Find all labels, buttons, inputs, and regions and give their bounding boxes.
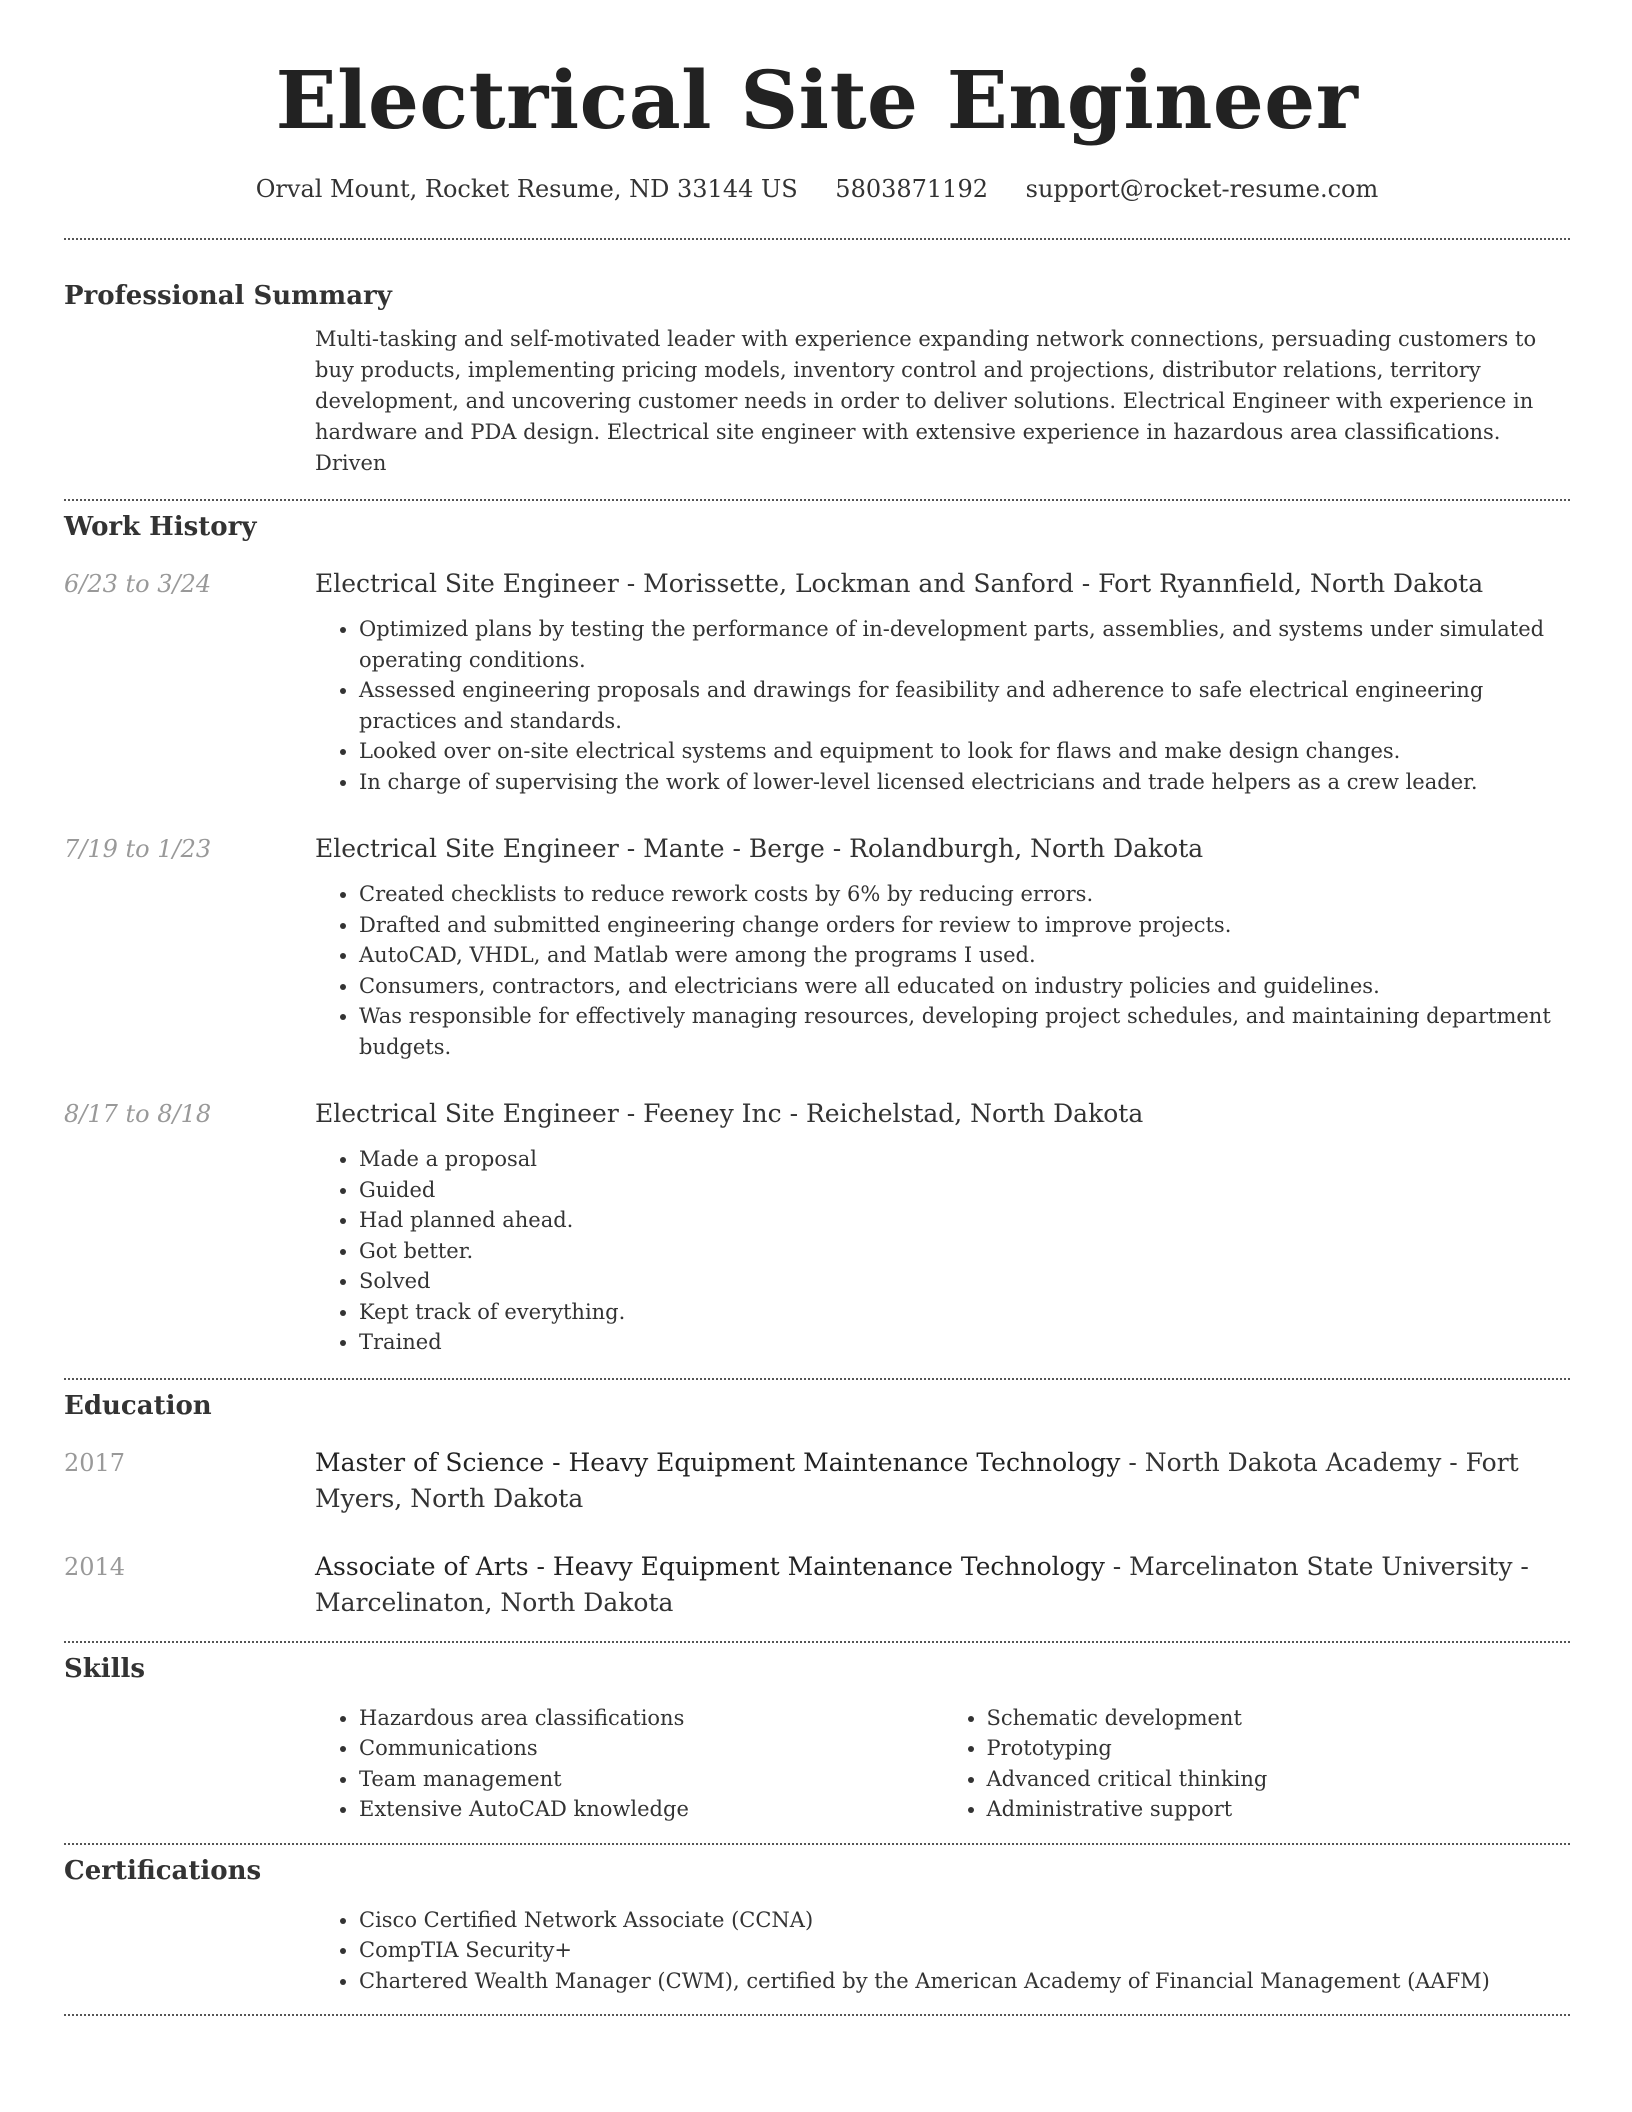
job-details xyxy=(315,566,1570,797)
list-item: • Administrative support xyxy=(987,1794,1571,1825)
list-item: • Was responsible for effectively managing resources, developing project schedules, and maintaining department budgets. xyxy=(359,1001,1570,1062)
job-entry xyxy=(64,566,1570,797)
education-year: 2014 xyxy=(64,1552,126,1581)
list-item: • Drafted and submitted engineering change orders for review to improve projects. xyxy=(359,910,1570,941)
list-item: • Extensive AutoCAD knowledge xyxy=(359,1794,943,1825)
job-bullets xyxy=(315,879,1570,1062)
education-entry xyxy=(64,1549,1570,1621)
job-dates: 6/23 to 3/24 xyxy=(64,570,212,598)
list-item: • AutoCAD, VHDL, and Matlab were among the programs I used. xyxy=(359,940,1570,971)
list-item: • Got better. xyxy=(359,1236,1570,1267)
summary-text: Multi-tasking and self-motivated leader with experience expanding network connections, persuading customers to buy products, implementing pricing models, inventory control and projections, distributor relations, territory development, and uncovering customer needs in order to deliver solutions. Electrical Engineer with experience in hardware and PDA design. Electrical site engineer with extensive experience in hazardous area classifications. Driven xyxy=(315,327,1537,475)
section-title-summary: Professional Summary xyxy=(64,281,392,311)
job-title: Electrical Site Engineer - Feeney Inc - Reichelstad, North Dakota xyxy=(315,1099,1144,1128)
skills-columns xyxy=(315,1703,1570,1825)
list-item: • Optimized plans by testing the performance of in-development parts, assemblies, and systems under simulated operating conditions. xyxy=(359,614,1570,675)
skills-list-left xyxy=(315,1703,943,1825)
education-details xyxy=(315,1549,1570,1621)
education-degree: Associate of Arts - Heavy Equipment Maintenance Technology xyxy=(315,1551,1105,1581)
list-item: • Team management xyxy=(359,1764,943,1795)
contact-line xyxy=(64,172,1570,206)
education-title xyxy=(315,1549,1570,1621)
list-item: • Had planned ahead. xyxy=(359,1205,1570,1236)
list-item: • Kept track of everything. xyxy=(359,1297,1570,1328)
skills-list-right xyxy=(943,1703,1571,1825)
list-item: • Created checklists to reduce rework costs by 6% by reducing errors. xyxy=(359,879,1570,910)
list-item: • Made a proposal xyxy=(359,1144,1570,1175)
section-title-skills: Skills xyxy=(64,1653,146,1684)
job-bullets xyxy=(315,1144,1570,1358)
list-item: • CompTIA Security+ xyxy=(359,1935,1570,1966)
job-title: Electrical Site Engineer - Morissette, Lockman and Sanford - Fort Ryannfield, North Dakota xyxy=(315,569,1484,598)
certifications-block xyxy=(315,1905,1570,1997)
education-year: 2017 xyxy=(64,1448,126,1477)
contact-email: support@rocket-resume.com xyxy=(1025,175,1379,203)
list-item: • Trained xyxy=(359,1327,1570,1358)
job-entry xyxy=(64,1096,1570,1358)
list-item: • Schematic development xyxy=(987,1703,1571,1734)
job-bullets xyxy=(315,614,1570,797)
job-entry xyxy=(64,831,1570,1062)
education-details xyxy=(315,1445,1570,1517)
list-item: • Solved xyxy=(359,1266,1570,1297)
job-details xyxy=(315,1096,1570,1358)
job-dates: 8/17 to 8/18 xyxy=(64,1100,212,1128)
list-item: • Looked over on-site electrical systems and equipment to look for flaws and make design changes. xyxy=(359,736,1570,767)
education-title xyxy=(315,1445,1570,1517)
section-title-certifications: Certifications xyxy=(64,1855,262,1886)
resume-name: Electrical Site Engineer xyxy=(275,53,1359,147)
list-item: • Prototyping xyxy=(987,1733,1571,1764)
list-item: • In charge of supervising the work of lower-level licensed electricians and trade helpers as a crew leader. xyxy=(359,767,1570,798)
section-title-work-history: Work History xyxy=(64,512,257,542)
education-school: - Marcelinaton State University - Marcelinaton, North Dakota xyxy=(315,1551,1529,1617)
list-item: • Chartered Wealth Manager (CWM), certified by the American Academy of Financial Management (AAFM) xyxy=(359,1966,1570,1997)
list-item: • Cisco Certified Network Associate (CCNA) xyxy=(359,1905,1570,1936)
education-degree: Master of Science - Heavy Equipment Maintenance Technology xyxy=(315,1447,1121,1477)
job-title: Electrical Site Engineer - Mante - Berge - Rolandburgh, North Dakota xyxy=(315,834,1204,863)
education-entry xyxy=(64,1445,1570,1517)
contact-phone: 5803871192 xyxy=(835,175,988,203)
job-details xyxy=(315,831,1570,1062)
education-school: - North Dakota Academy - Fort Myers, North Dakota xyxy=(315,1447,1519,1513)
list-item: • Hazardous area classifications xyxy=(359,1703,943,1734)
job-dates: 7/19 to 1/23 xyxy=(64,835,212,863)
certifications-list xyxy=(315,1905,1570,1997)
list-item: • Consumers, contractors, and electricians were all educated on industry policies and guidelines. xyxy=(359,971,1570,1002)
divider xyxy=(64,2014,1570,2016)
list-item: • Assessed engineering proposals and drawings for feasibility and adherence to safe electrical engineering practices and standards. xyxy=(359,675,1570,736)
section-title-education: Education xyxy=(64,1390,212,1421)
contact-address: Orval Mount, Rocket Resume, ND 33144 US xyxy=(255,175,798,203)
list-item: • Advanced critical thinking xyxy=(987,1764,1571,1795)
list-item: • Guided xyxy=(359,1175,1570,1206)
list-item: • Communications xyxy=(359,1733,943,1764)
